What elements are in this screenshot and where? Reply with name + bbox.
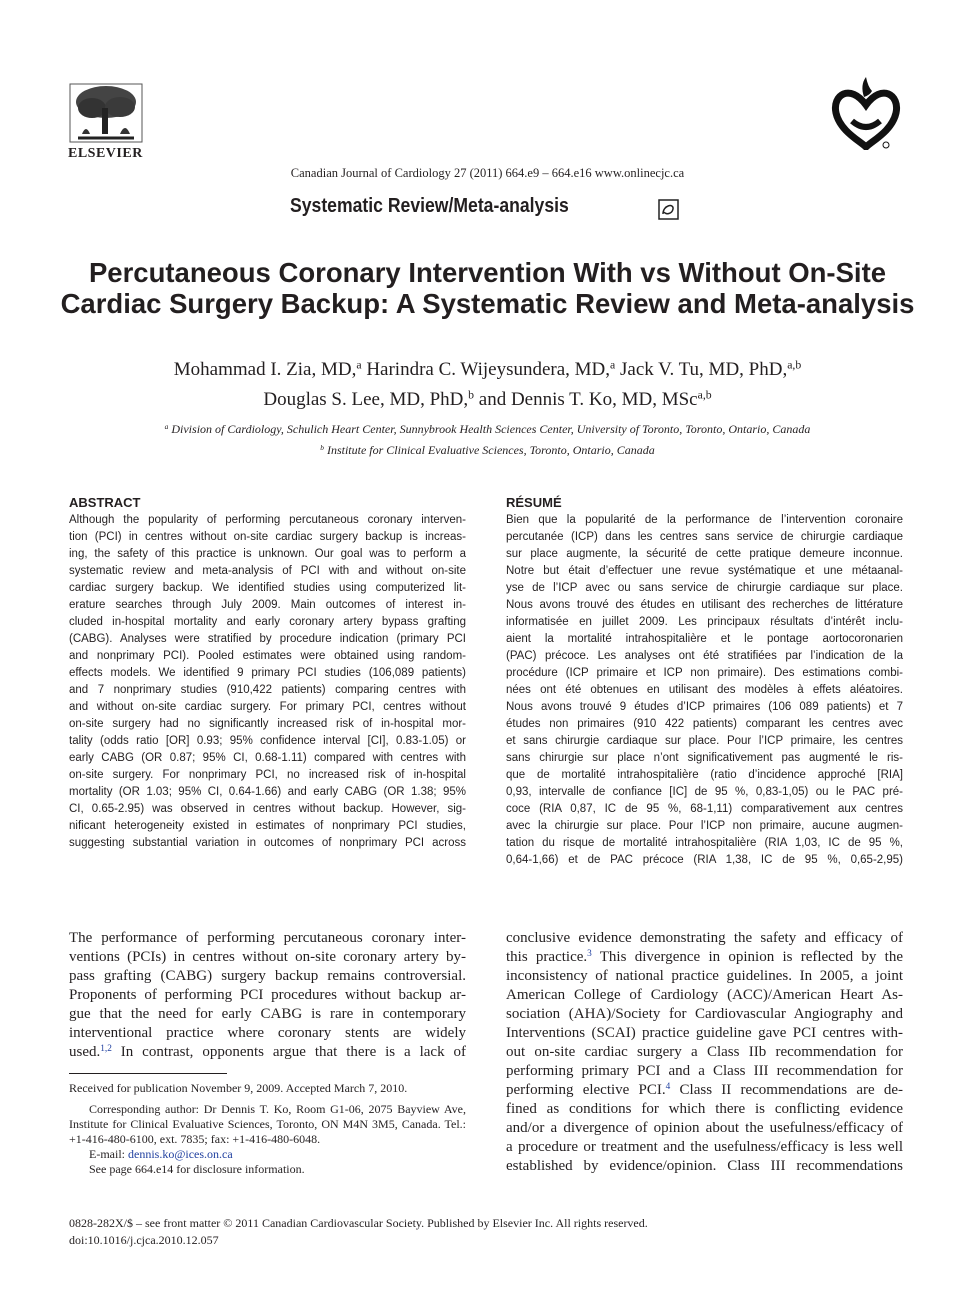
- text-line: conclusive evidence demonstrating the safety and efficacy of: [506, 930, 903, 946]
- text-line: and/or a divergence of opinion about the usefulness/efficacy of: [506, 1120, 903, 1136]
- text-line: this practice.$^3$ This divergence in opinion is reflected by the: [506, 948, 903, 965]
- text-line: Nous avons trouvé 9 études d’ICP primaires (106 089 patients) et 7: [506, 701, 903, 713]
- text-line: tion (PCI) in centres without on-site cardiac surgery backup is increas-: [69, 531, 466, 543]
- body-text-span: In contrast, opponents argue that there is a lack of: [111, 1044, 466, 1060]
- text-line: interventional practice where coronary stents are widely: [69, 1025, 466, 1041]
- text-line: performing elective PCI.$^4$ Class II recommendations are de-: [506, 1081, 903, 1098]
- journal-citation: Canadian Journal of Cardiology 27 (2011) 664.e9 – 664.e16 www.onlinecjc.ca: [290, 166, 685, 180]
- resume-body: [506, 512, 903, 869]
- text-line: études non primaires (910 422 patients) comparant les centres avec: [506, 718, 903, 730]
- text-line: a procedure or treatment and the usefulness/efficacy is less well: [506, 1139, 903, 1155]
- text-line: procédure (ICP primaire et ICP non primaire). Des estimations combi-: [506, 667, 903, 679]
- text-line: 0,64-1,66) et de PAC précoce (RIA 1,38, IC de 95 %, 0,65-2,95): [506, 854, 903, 866]
- text-line: pass grafting (CABG) surgery backup remains controversial.: [69, 968, 466, 984]
- affiliation-a: [0, 422, 975, 437]
- author-name: and Dennis T. Ko, MD, MSc: [478, 389, 698, 410]
- text-line: et sans chirurgie cardiaque sur place. Pour l’ICP primaire, les centres: [506, 735, 903, 747]
- text-line: cardiac surgery backup. We identified studies using computerized lit-: [69, 582, 466, 594]
- text-line: sans chirurgie sur place n’ont significativement pas augmenté le ris-: [506, 752, 903, 764]
- citation-reference[interactable]: 1,2: [100, 1043, 112, 1054]
- text-line: The performance of performing percutaneous coronary inter-: [69, 930, 466, 946]
- text-line: CI, 0.65-2.95) was observed in centres without backup. However, sig-: [69, 803, 466, 815]
- citation-reference[interactable]: 3: [587, 948, 592, 959]
- author-affiliation-mark: a: [356, 358, 362, 372]
- text-line: tality (odds ratio [OR] 0.93; 95% confidence interval [CI], 0.83-1.05) or: [69, 735, 466, 747]
- text-line: ventions (PCIs) in centres without on-site coronary artery by-: [69, 949, 466, 965]
- text-line: tation du risque de mortalité intrahospitalière (RIA 1,03, IC de 95 %,: [506, 837, 903, 849]
- text-line: on-site surgery had no significantly increased risk of in-hospital mor-: [69, 718, 466, 730]
- text-line: Bien que la popularité de la performance de l’intervention coronaire: [506, 514, 903, 526]
- text-line: and nonprimary PCI). Pooled estimates were obtained using random-: [69, 650, 466, 662]
- text-line: percutanée (ICP) dans les centres sans service de chirurgie cardiaque: [506, 531, 903, 543]
- text-line: cluded in-hospital mortality and early coronary artery bypass grafting: [69, 616, 466, 628]
- text-line: sur place augmente, la sécurité de cette pratique demeure inconnue.: [506, 548, 903, 560]
- disclosure-note: See page 664.e14 for disclosure information.: [89, 1162, 305, 1176]
- author-affiliation-mark: a,b: [787, 358, 802, 372]
- text-line: and 7 nonprimary studies (910,422 patients) comparing centres with: [69, 684, 466, 696]
- text-line: (PAC) précoce. Les analyses ont été stratifiées par l’indication de la: [506, 650, 903, 662]
- body-line: [69, 1043, 466, 1062]
- authors-line-2: [0, 389, 975, 411]
- ccs-heart-logo: [830, 75, 902, 150]
- email-note: [89, 1147, 233, 1162]
- copyright-line: 0828-282X/$ – see front matter © 2011 Canadian Cardiovascular Society. Published by Elsevier Inc. All rights reserved.: [69, 1216, 648, 1230]
- corresponding-author-note: Corresponding author: Dr Dennis T. Ko, Room G1-06, 2075 Bayview Ave, Institute for Clinical Evaluative Sciences, Toronto, ON M4N 3M5, Canada. Tel.: +1-416-480-6100, ext. 7835; fax: +1-416-480-6048.: [69, 1102, 466, 1146]
- section-type: Systematic Review/Meta-analysis: [290, 195, 569, 217]
- text-line: gue that the need for early CABG is rare in contemporary: [69, 1006, 466, 1022]
- affiliation-text: Institute for Clinical Evaluative Sciences, Toronto, Ontario, Canada: [326, 443, 655, 457]
- text-line: American College of Cardiology (ACC)/American Heart As-: [506, 987, 903, 1003]
- text-line: Proponents of performing PCI procedures without backup ar-: [69, 987, 466, 1003]
- author-affiliation-mark: b: [468, 388, 475, 402]
- authors-line-1: [0, 359, 975, 381]
- body-left-lines: [69, 929, 466, 1043]
- author-name: Mohammad I. Zia, MD,: [173, 359, 357, 380]
- text-line: yse de l’ICP avec ou sans service de chirurgie cardiaque sur place.: [506, 582, 903, 594]
- text-line: systematic review and meta-analysis of PCI with and without on-site: [69, 565, 466, 577]
- text-line: (CABG). Analyses were stratified by procedure indication (primary PCI: [69, 633, 466, 645]
- received-note: Received for publication November 9, 2009. Accepted March 7, 2010.: [69, 1081, 408, 1095]
- text-line: out on-site cardiac surgery a Class IIb recommendation for: [506, 1044, 903, 1060]
- text-line: sociation (AHA)/Society for Cardiovascular Angiography and: [506, 1006, 903, 1022]
- text-line: Nous avons trouvé des études en utilisant des recherches de littérature: [506, 599, 903, 611]
- affiliation-text: Division of Cardiology, Schulich Heart Center, Sunnybrook Health Sciences Center, University of Toronto, Toronto, Ontario, Canada: [171, 422, 811, 436]
- text-line: suggesting substantial variation in outcomes of nonprimary PCI across: [69, 837, 466, 849]
- author-name: Harindra C. Wijeysundera, MD,: [366, 359, 611, 380]
- email-label: E-mail:: [89, 1147, 128, 1161]
- affiliation-mark: a: [164, 421, 169, 431]
- abstract-heading: ABSTRACT: [69, 495, 141, 510]
- text-line: early CABG (OR 0.87; 95% CI, 0.68-1.11) compared with centres with: [69, 752, 466, 764]
- publisher-name: ELSEVIER: [68, 146, 143, 161]
- citation-reference[interactable]: 4: [665, 1081, 671, 1092]
- body-text-right: [506, 929, 903, 1176]
- text-line: and without on-site cardiac surgery. For primary PCI, centres without: [69, 701, 466, 713]
- author-name: Douglas S. Lee, MD, PhD,: [263, 389, 469, 410]
- open-access-icon: [658, 199, 679, 220]
- text-line: coce (RIA 0,87, IC de 95 %, 68-1,11) comparativement aux centres: [506, 803, 903, 815]
- text-line: Interventions (SCAI) practice guideline gave PCI centres with-: [506, 1025, 903, 1041]
- author-affiliation-mark: a,b: [697, 388, 712, 402]
- affiliation-mark: b: [320, 442, 324, 452]
- text-line: performing primary PCI and a Class III recommendation for: [506, 1063, 903, 1079]
- email-link[interactable]: dennis.ko@ices.on.ca: [128, 1147, 233, 1161]
- text-line: 0,93, intervalle de confiance [IC] de 95 %, 0,83-1,05) ou le PAC pré-: [506, 786, 903, 798]
- text-line: nificant heterogeneity existed in estimates of nonprimary PCI studies,: [69, 820, 466, 832]
- text-line: effects models. We identified 9 primary PCI studies (106,089 patients): [69, 667, 466, 679]
- article-title: Percutaneous Coronary Intervention With vs Without On-Site Cardiac Surgery Backup: A Systematic Review and Meta-analysis: [60, 257, 915, 319]
- text-line: established by evidence/opinion. Class III recommendations: [506, 1158, 903, 1174]
- doi-line[interactable]: doi:10.1016/j.cjca.2010.12.057: [69, 1233, 219, 1247]
- text-line: aient la mortalité intrahospitalière et le pontage aortocoronarien: [506, 633, 903, 645]
- text-line: inconsistency of national practice guidelines. In 2005, a joint: [506, 968, 903, 984]
- text-line: mortality (OR 1.03; 95% CI, 0.64-1.66) and early CABG (OR 1.38; 95%: [69, 786, 466, 798]
- text-line: erature searches through July 2009. Main outcomes of interest in-: [69, 599, 466, 611]
- body-text-span: used.: [69, 1044, 101, 1060]
- text-line: Although the popularity of performing percutaneous coronary interven-: [69, 514, 466, 526]
- footnote-rule: [69, 1073, 227, 1074]
- affiliation-b: [0, 443, 975, 458]
- text-line: ing, the safety of this practice is unknown. Our goal was to perform a: [69, 548, 466, 560]
- text-line: Notre but était d’effectuer une revue systématique et une métaanal-: [506, 565, 903, 577]
- text-line: avec la chirurgie sur place. Pour l’ICP non primaire, aucune augmen-: [506, 820, 903, 832]
- text-line: nées ont été obtenues en utilisant des modèles à effets aléatoires.: [506, 684, 903, 696]
- text-line: informatisée en juillet 2009. Les principaux résultats d’intérêt inclu-: [506, 616, 903, 628]
- abstract-body: [69, 512, 466, 852]
- body-text-left: [69, 929, 466, 1062]
- text-line: que de mortalité intrahospitalière (ratio d’incidence approché [RIA]: [506, 769, 903, 781]
- author-name: Jack V. Tu, MD, PhD,: [620, 359, 788, 380]
- resume-heading: RÉSUMÉ: [506, 495, 562, 510]
- text-line: fined as conditions for which there is conflicting evidence: [506, 1101, 903, 1117]
- text-line: on-site surgery. For nonprimary PCI, no increased risk of in-hospital: [69, 769, 466, 781]
- author-affiliation-mark: a: [610, 358, 616, 372]
